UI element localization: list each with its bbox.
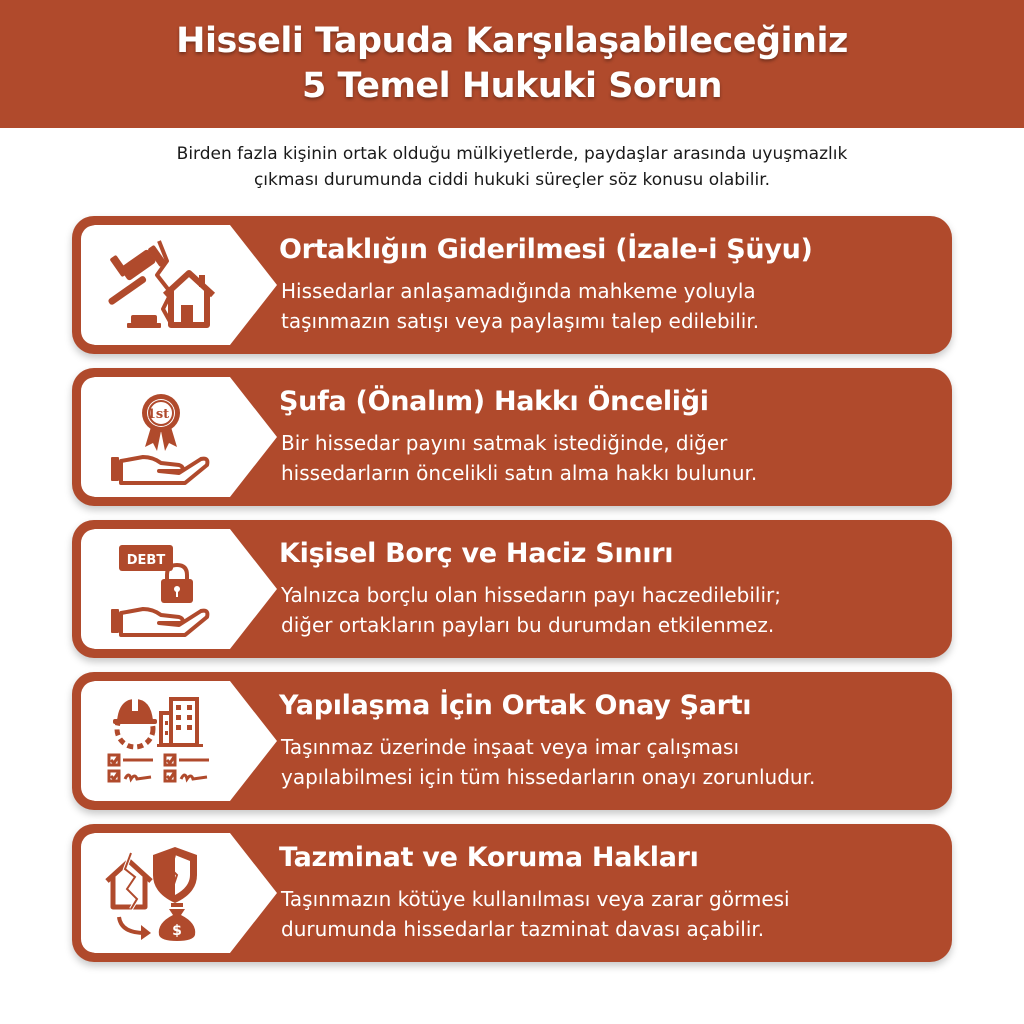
intro-line-2: çıkması durumunda ciddi hukuki süreçler söz konusu olabilir. — [253, 170, 771, 190]
issue-desc-5-line-1: Taşınmazın kötüye kullanılması veya zarar görmesi — [281, 887, 790, 911]
issue-card-4 — [72, 672, 952, 810]
intro-line-1: Birden fazla kişinin ortak olduğu mülkiyetlerde, paydaşlar arasında uyuşmazlık — [176, 144, 848, 164]
issue-desc-3 — [281, 580, 941, 640]
issue-desc-5-line-2: durumunda hissedarlar tazminat davası açabilir. — [281, 917, 765, 941]
issue-badge-4 — [81, 681, 277, 801]
first-place-award-hand-icon — [101, 387, 221, 487]
debt-tag-text: DEBT — [126, 553, 166, 568]
gavel-broken-house-icon — [101, 235, 221, 335]
construction-approval-checklist-icon — [101, 691, 221, 791]
issue-desc-2-line-2: hissedarların öncelikli satın alma hakkı bulunur. — [281, 461, 758, 485]
issue-desc-1-line-1: Hissedarlar anlaşamadığında mahkeme yoluyla — [281, 279, 756, 303]
issue-card-1 — [72, 216, 952, 354]
issue-desc-2-line-1: Bir hissedar payını satmak istediğinde, diğer — [281, 431, 728, 455]
issue-desc-1 — [281, 276, 941, 336]
issue-desc-3-line-2: diğer ortakların payları bu durumdan etkilenmez. — [281, 613, 775, 637]
issue-desc-2 — [281, 428, 941, 488]
issue-title-1: Ortaklığın Giderilmesi (İzale-i Şüyu) — [279, 234, 813, 265]
issue-desc-3-line-1: Yalnızca borçlu olan hissedarın payı haczedilebilir; — [281, 583, 782, 607]
issue-title-2: Şufa (Önalım) Hakkı Önceliği — [279, 386, 709, 417]
issue-badge-3 — [81, 529, 277, 649]
issue-card-2 — [72, 368, 952, 506]
svg-text:$: $ — [172, 923, 182, 939]
intro-text — [40, 141, 984, 193]
page-title-line-1: Hisseli Tapuda Karşılaşabileceğiniz — [176, 21, 848, 61]
issue-desc-4-line-1: Taşınmaz üzerinde inşaat veya imar çalışması — [281, 735, 740, 759]
issue-badge-1 — [81, 225, 277, 345]
issue-desc-4-line-2: yapılabilmesi için tüm hissedarların onayı zorunludur. — [281, 765, 816, 789]
issue-card-5 — [72, 824, 952, 962]
issue-desc-5 — [281, 884, 941, 944]
issue-title-4: Yapılaşma İçin Ortak Onay Şartı — [279, 690, 752, 721]
damaged-house-shield-money-icon — [101, 843, 221, 943]
issue-badge-2 — [81, 377, 277, 497]
award-badge-text: 1st — [146, 407, 170, 422]
page-title-line-2: 5 Temel Hukuki Sorun — [301, 66, 723, 106]
issue-title-3: Kişisel Borç ve Haciz Sınırı — [279, 538, 674, 569]
issue-title-5: Tazminat ve Koruma Hakları — [279, 842, 699, 873]
debt-lock-hand-icon — [101, 539, 221, 639]
issue-card-3 — [72, 520, 952, 658]
issue-desc-1-line-2: taşınmazın satışı veya paylaşımı talep edilebilir. — [281, 309, 760, 333]
header-banner — [0, 0, 1024, 128]
issue-badge-5 — [81, 833, 277, 953]
issue-desc-4 — [281, 732, 941, 792]
